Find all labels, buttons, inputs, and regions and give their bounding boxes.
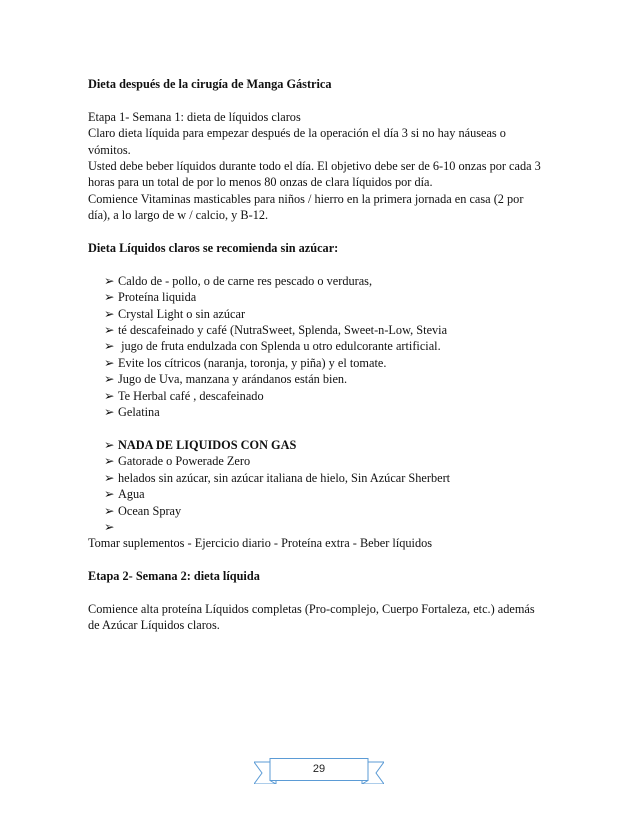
bullet-arrow-icon: ➢ xyxy=(104,355,115,370)
bullet-arrow-icon: ➢ xyxy=(104,306,115,321)
list-item: ➢ Crystal Light o sin azúcar xyxy=(104,306,246,321)
bullet-arrow-icon: ➢ xyxy=(104,519,115,534)
bullet-arrow-icon: ➢ xyxy=(104,372,115,387)
bullet-arrow-icon: ➢ xyxy=(104,388,115,403)
bullet-arrow-icon: ➢ xyxy=(104,503,115,518)
list-item: ➢ helados sin azúcar, sin azúcar italiana de hielo, Sin Azúcar Sherbert xyxy=(104,470,451,485)
list-item: ➢ Agua xyxy=(104,487,145,502)
list-item xyxy=(104,437,568,453)
page-number: 29 xyxy=(312,763,326,775)
document-title: Dieta después de la cirugía de Manga Gástrica xyxy=(88,77,332,91)
list-item: ➢ Evite los cítricos (naranja, toronja, y piña) y el tomate. xyxy=(104,355,387,370)
list-item: ➢ Gelatina xyxy=(104,405,160,420)
bullet-arrow-icon: ➢ xyxy=(104,405,115,420)
page-number-ribbon xyxy=(254,758,384,784)
list-item: ➢ Te Herbal café , descafeinado xyxy=(104,388,264,403)
stage1-line: Claro dieta líquida para empezar después de la operación el día 3 si no hay náuseas o xyxy=(88,126,506,141)
list-item xyxy=(104,519,568,535)
stage1-line: horas para un total de por lo menos 80 onzas de clara líquidos por día. xyxy=(88,175,433,190)
list-item: ➢ Ocean Spray xyxy=(104,503,182,518)
stage1-line: Usted debe beber líquidos durante todo el día. El objetivo debe ser de 6-10 onzas por cada 3 xyxy=(88,159,541,174)
list-item: ➢ Jugo de Uva, manzana y arándanos están bien. xyxy=(104,372,348,387)
no-gas-heading: NADA DE LIQUIDOS CON GAS xyxy=(118,437,297,452)
stage2-line: Comience alta proteína Líquidos completas (Pro-complejo, Cuerpo Fortaleza, etc.) además xyxy=(88,601,535,616)
list-item: ➢ Gatorade o Powerade Zero xyxy=(104,454,251,469)
bullet-arrow-icon: ➢ xyxy=(104,487,115,502)
recommended-list xyxy=(88,273,568,421)
stage2-line: de Azúcar Líquidos claros. xyxy=(88,618,220,633)
stage2-heading: Etapa 2- Semana 2: dieta líquida xyxy=(88,569,260,584)
bullet-arrow-icon: ➢ xyxy=(104,454,115,469)
list-item: ➢ jugo de fruta endulzada con Splenda u otro edulcorante artificial. xyxy=(104,339,441,354)
stage1-line: vómitos. xyxy=(88,142,131,157)
supplements-line: Tomar suplementos - Ejercicio diario - Proteína extra - Beber líquidos xyxy=(88,536,433,551)
bullet-arrow-icon: ➢ xyxy=(104,437,115,452)
bullet-arrow-icon: ➢ xyxy=(104,323,115,338)
bullet-arrow-icon: ➢ xyxy=(104,470,115,485)
stage1-heading: Etapa 1- Semana 1: dieta de líquidos claros xyxy=(88,109,301,124)
stage1-line: Comience Vitaminas masticables para niños / hierro en la primera jornada en casa (2 por xyxy=(88,191,524,206)
stage1-line: día), a lo largo de w / calcio, y B-12. xyxy=(88,208,269,223)
bullet-arrow-icon: ➢ xyxy=(104,273,115,288)
list-item: ➢ Proteína liquida xyxy=(104,290,197,305)
document-page xyxy=(88,76,568,634)
no-gas-list xyxy=(88,437,568,535)
recommended-heading: Dieta Líquidos claros se recomienda sin azúcar: xyxy=(88,241,339,256)
list-item: ➢ Caldo de - pollo, o de carne res pescado o verduras, xyxy=(104,273,373,288)
list-item: ➢ té descafeinado y café (NutraSweet, Splenda, Sweet-n-Low, Stevia xyxy=(104,323,448,338)
bullet-arrow-icon: ➢ xyxy=(104,290,115,305)
bullet-arrow-icon: ➢ xyxy=(104,339,115,354)
